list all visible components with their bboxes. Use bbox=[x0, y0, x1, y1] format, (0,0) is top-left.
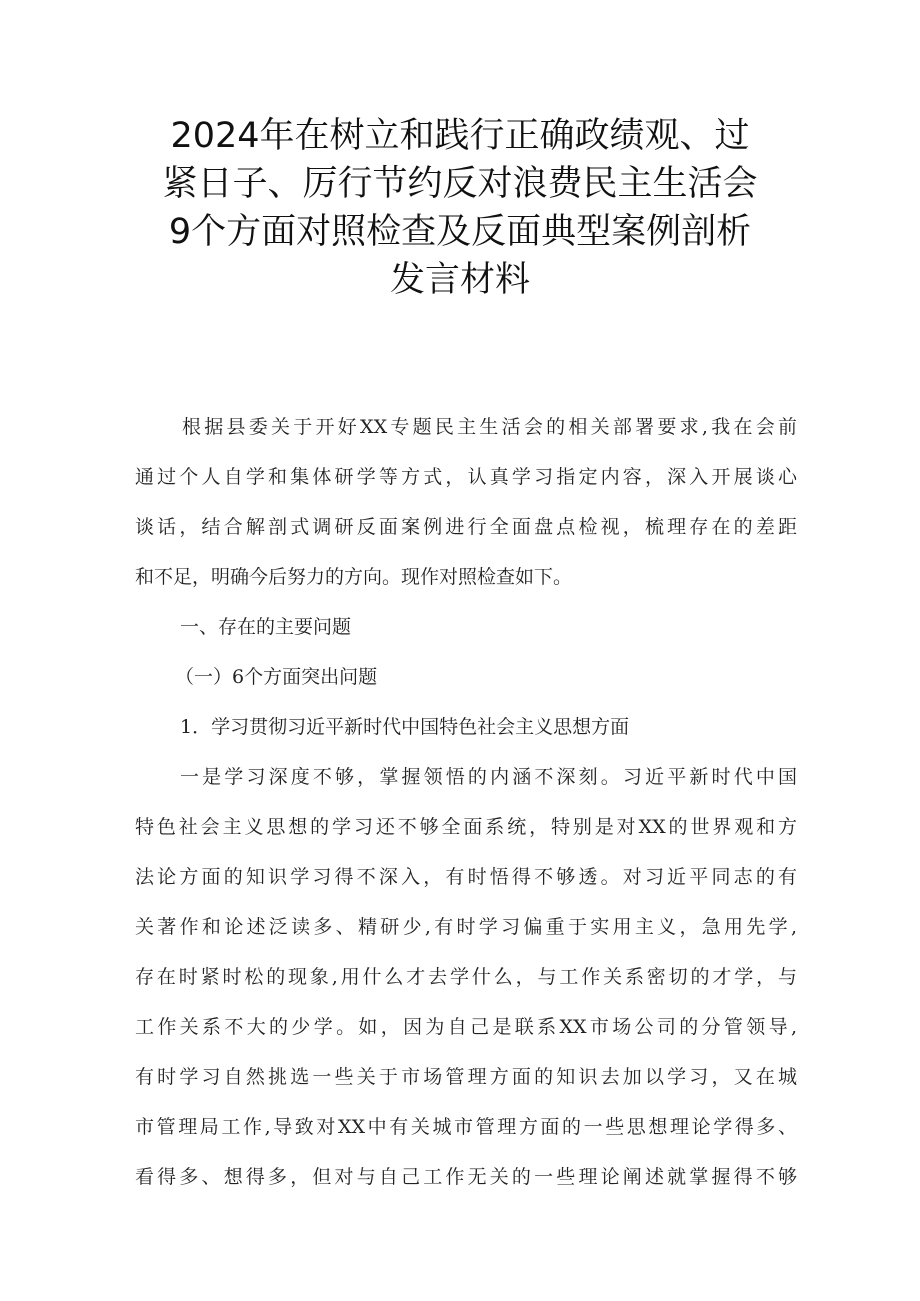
paragraph-line: 和不足，明确今后努力的方向。现作对照检查如下。 bbox=[135, 566, 573, 588]
title-line: 发言材料 bbox=[389, 260, 530, 300]
paragraph-line: 一是学习深度不够，掌握领悟的内涵不深刻。习近平新时代中国 bbox=[180, 766, 797, 788]
paragraph-line: 通过个人自学和集体研学等方式，认真学习指定内容，深入开展谈心 bbox=[135, 466, 797, 488]
paragraph-line: 谈话，结合解剖式调研反面案例进行全面盘点检视，梳理存在的差距 bbox=[135, 516, 797, 538]
paragraph-line: 有时学习自然挑选一些关于市场管理方面的知识去加以学习，又在城 bbox=[135, 1066, 797, 1088]
section-heading: 一、存在的主要问题 bbox=[180, 616, 352, 638]
subsection-heading: （一）6个方面突出问题 bbox=[175, 666, 378, 688]
paragraph-line: 存在时紧时松的现象,用什么才去学什么，与工作关系密切的才学，与 bbox=[135, 966, 797, 988]
document-title bbox=[110, 112, 810, 304]
paragraph-line: 关著作和论述泛读多、精研少,有时学习偏重于实用主义，急用先学, bbox=[135, 916, 797, 938]
paragraph-line: 工作关系不大的少学。如，因为自己是联系XX市场公司的分管领导, bbox=[135, 1016, 797, 1038]
title-line: 9个方面对照检查及反面典型案例剖析 bbox=[168, 212, 752, 252]
paragraph-line: 特色社会主义思想的学习还不够全面系统，特别是对XX的世界观和方 bbox=[135, 816, 797, 838]
paragraph-line: 市管理局工作,导致对XX中有关城市管理方面的一些思想理论学得多、 bbox=[135, 1116, 797, 1138]
paragraph-line: 看得多、想得多，但对与自己工作无关的一些理论阐述就掌握得不够 bbox=[135, 1166, 797, 1188]
document-body bbox=[135, 402, 797, 1202]
paragraph-line: 根据县委关于开好XX专题民主生活会的相关部署要求,我在会前 bbox=[182, 416, 797, 438]
item-heading: 1．学习贯彻习近平新时代中国特色社会主义思想方面 bbox=[180, 716, 630, 738]
paragraph-line: 法论方面的知识学习得不深入，有时悟得不够透。对习近平同志的有 bbox=[135, 866, 797, 888]
title-line: 2024年在树立和践行正确政绩观、过 bbox=[170, 116, 750, 156]
title-line: 紧日子、厉行节约反对浪费民主生活会 bbox=[162, 164, 758, 204]
